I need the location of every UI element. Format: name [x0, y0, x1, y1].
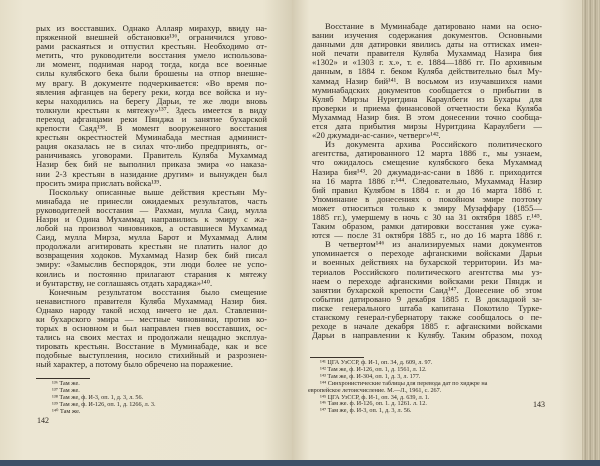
text-line: что ожидалось смещение кулябского бека Мухаммад [312, 157, 542, 168]
text-line: метить, что руководители восстания умело использова- [36, 50, 267, 61]
text-line: станскому генерал-губернатору также сообщалось о пе- [312, 312, 542, 322]
text-line: занятии бухарской крепости Саид¹⁴⁷. Донесение об этом [312, 284, 542, 295]
text-line: переход афганцами реки Пянджа и занятие бухарской [36, 113, 267, 124]
text-line: рых из восставших. Однако Аллаяр мирахур, ввиду на- [36, 23, 267, 33]
text-line: крестьян окрестностей Муминабада местная админист- [36, 132, 267, 143]
text-line: торых в основном и был направлен гнев восставших, ос- [36, 323, 267, 334]
text-line: толкнули крестьян к мятежу»¹³⁷. Здесь имеется в виду [36, 104, 267, 115]
text-line: событии датировано 9 декабря 1885 г. В докладной за- [312, 293, 542, 304]
text-line: Назир бек бий не выполнил приказа эмира «о наказа- [36, 159, 267, 170]
text-line: териалов Российского политического агентства мы уз- [312, 266, 542, 277]
text-line: Мухаммад Назир бия. В этом донесении точно сообща- [312, 111, 542, 122]
text-line: муминабадских документов сообщается о прибытии в [312, 84, 542, 95]
text-line: «1302» и «1303 г. х.», т. е. 1884—1886 гг. По архивным [312, 57, 542, 68]
footnote: ¹⁴² Там же, ф. И-126, оп. 1, д. 1561, л. 12. [320, 365, 427, 373]
left-page-footnotes [52, 381, 156, 416]
text-line: Саид, мулла Мирза, мулла Барот и Мухаммад Алим [36, 232, 267, 243]
footnote-divider [36, 378, 90, 379]
text-line: может относиться только к эмиру Музаффару (1855— [312, 202, 542, 213]
text-line: руководителей восстания — Рахман, мулла Саид, мулла [36, 204, 267, 215]
text-line: бий правил Кулябом в 1884 г. и до 16 марта 1886 г. [312, 184, 542, 195]
text-line: ется дата прибытия мирзы Нуритдина Караулбеги — [312, 121, 542, 132]
text-line: Восстание в Муминабаде датировано нами на осно- [325, 21, 542, 31]
footnote: ¹⁴⁷ Там же, ф. И-3, оп. 1, д. 3, л. 56. [320, 407, 412, 415]
text-line: возвращения ходоков. Мухаммад Назир бек бий писал [36, 250, 267, 261]
footnote: ¹³⁷ Там же. [52, 386, 80, 394]
text-line: тировать крестьян. Восстание в Муминабаде, как и все [36, 341, 267, 352]
text-line: Упоминание в донесениях о покойном эмире поэтому [312, 193, 542, 204]
text-line: пряженной внешней обстановки¹³⁶, ограничился угово- [36, 32, 267, 43]
text-line: писке генерального штаба капитана Покотило Турке- [312, 302, 542, 313]
text-line: ный характер, а потому было обречено на поражение. [36, 359, 233, 370]
text-line: вании изучения содержания документов. Основными [312, 30, 542, 41]
text-line: В четвертом¹⁴⁶ из анализируемых нами документов [325, 239, 542, 250]
text-line: силы кулябского бека были брошены на отпор внешне- [36, 68, 267, 79]
text-line: Конечным результатом восстания было смещение [49, 286, 267, 297]
book-page-edges [582, 0, 600, 460]
text-line: Таким образом, рамки датировки восстания уже сужа- [312, 221, 542, 232]
text-line: продолжали агитировать крестьян не платить налог до [36, 241, 267, 252]
page-number-left: 142 [37, 416, 49, 425]
text-line: реходе в начале декабря 1885 г. афганскими войсками [312, 321, 542, 332]
text-line: Поскольку описанные выше действия крестьян Му- [49, 186, 267, 197]
text-line: Куляб Мирзы Нуритдина Караулбеги из Бухары для [312, 93, 542, 104]
text-line: явления афганцев на берегу реки, когда все войска и ну- [36, 86, 267, 97]
text-line: ки бухарского эмира — местные чиновники, против ко- [36, 314, 267, 324]
left-page [0, 0, 292, 460]
text-line: и бунтарству, не соглашаясь отдать хараджа»¹⁴⁰. [36, 277, 213, 288]
text-line: ли момент, поднимая народ тогда, когда все военные [36, 59, 267, 70]
footnote: ¹³⁸ Там же, ф. И-3, оп. 1, д. 3, л. 56. [52, 393, 144, 401]
text-line: Из документа архива Российского политического [325, 139, 542, 150]
text-line: лобой на произвол чиновников, а оставшиеся Мухаммад [36, 223, 267, 234]
text-line: эмиру: «Замыслив беспорядок, эти люди более не успо- [36, 259, 267, 270]
right-page-body-text [312, 22, 542, 340]
text-line: рация оказалась не в силах что-либо предпринять, ог- [36, 141, 267, 152]
text-line: просить эмира прислать войска¹³⁹. [36, 177, 162, 188]
text-line: данным, в 1884 г. беком Куляба действительно был Му- [312, 66, 542, 77]
footnote: ¹⁴⁰ Там же. [52, 407, 81, 415]
text-line: Назри и Одина Мухаммад направились к эмиру с жа- [36, 213, 267, 224]
text-line: рами раскаяться и отпустил крестьян. Необходимо от- [36, 41, 267, 52]
text-line: 1885 гг.), умершему в ночь с 30 на 31 октября 1885 г.¹⁴⁵. [312, 211, 542, 222]
text-line: на 16 марта 1886 г.¹⁴⁴. Следовательно, Мухаммад Назир [312, 175, 542, 186]
text-line: Однако народу такой исход ничего не дал. Ставленни- [36, 304, 267, 315]
text-line: наем о переходе афганскими войсками реки Пяндж и [312, 275, 542, 286]
text-line: раничиваясь уговорами. Правитель Куляба Мухаммад [36, 150, 267, 161]
page-number-right: 143 [533, 400, 545, 409]
text-line: коились и постоянно прилагают старания к мятежу [36, 268, 267, 279]
text-line: данными для датировки явились даты на оттисках имен- [312, 39, 542, 50]
text-line: нии 2-3 крестьян в назидание другим» и вынужден был [36, 168, 267, 179]
footnote: ¹⁴⁶ Там же. ф. И-126, оп. 1. д. 1261. л. 12. [320, 400, 427, 408]
right-page-footnotes [308, 360, 548, 415]
background-surface [0, 460, 600, 466]
text-line: тались на своих местах и продолжали нещадно эксплуа- [36, 332, 267, 343]
text-line: упоминается о переходе афганскими войсками Дарьи [312, 248, 542, 259]
text-line: му врагу. В документе подчеркивается: «Во время по- [36, 77, 267, 88]
text-line: проверки и приема финансовой отчетности бека Куляба [312, 102, 542, 113]
text-line: агентства, датированного 12 марта 1886 г., мы узнаем, [312, 148, 542, 159]
footnote: ¹⁴⁵ ЦГА УзССР, ф. И-1, оп. 34, д. 639, л. 1. [320, 393, 430, 401]
text-line: минабада не принесли ожидаемых результатов, часть [36, 195, 267, 206]
footnote: европейское летоисчисление. М.—Л., 1961, с. 267. [308, 386, 442, 394]
text-line: Назира бия¹⁴³. 20 джумади-ас-сани в 1886 г. приходится [312, 166, 542, 177]
footnote: ¹⁴¹ ЦГА УзССР, ф. И-1, оп. 34, д. 609, л. 97. [320, 359, 433, 366]
footnote: ¹⁴³ Там же, ф. И-304, оп. 1, д. 3, л. 177. [320, 372, 421, 380]
footnote: ¹⁴⁴ Синхронистические таблицы для перевода дат по хиджре на [320, 379, 488, 387]
footnote-divider [310, 357, 364, 358]
text-line: ненавистного правителя Куляба Мухаммад Назир бия. [36, 295, 267, 306]
text-line: «20 джумади-ас-сани», четверг»¹⁴². [312, 130, 441, 141]
text-line: хаммад Назир бий¹⁴¹. В восьмом из изучавшихся нами [312, 75, 542, 86]
right-page [292, 0, 582, 460]
text-line: Дарьи в направлении к Кулябу. Таким образом, поход [312, 330, 542, 341]
footnote: ¹³⁶ Там же. [52, 380, 80, 387]
text-line: подобные выступления, носило стихийный и разрознен- [36, 350, 267, 361]
text-line: крепости Саяд¹³⁸. В момент вооруженного восстания [36, 123, 267, 134]
text-line: керы находились на берегу Дарьи, те же люди вновь [36, 95, 267, 106]
footnote: ¹³⁹ Там же, ф. И-126, оп. 1, д. 1266, л. 3. [52, 400, 156, 408]
text-line: ной печати правителя Куляба Мухаммад Назира бия [312, 48, 542, 59]
text-line: ются — после 31 октября 1885 г., но до 16 марта 1886 г. [312, 230, 542, 241]
text-line: и военных действиях на бухарской территории. Из ма- [312, 257, 542, 268]
left-page-body-text [36, 24, 267, 370]
